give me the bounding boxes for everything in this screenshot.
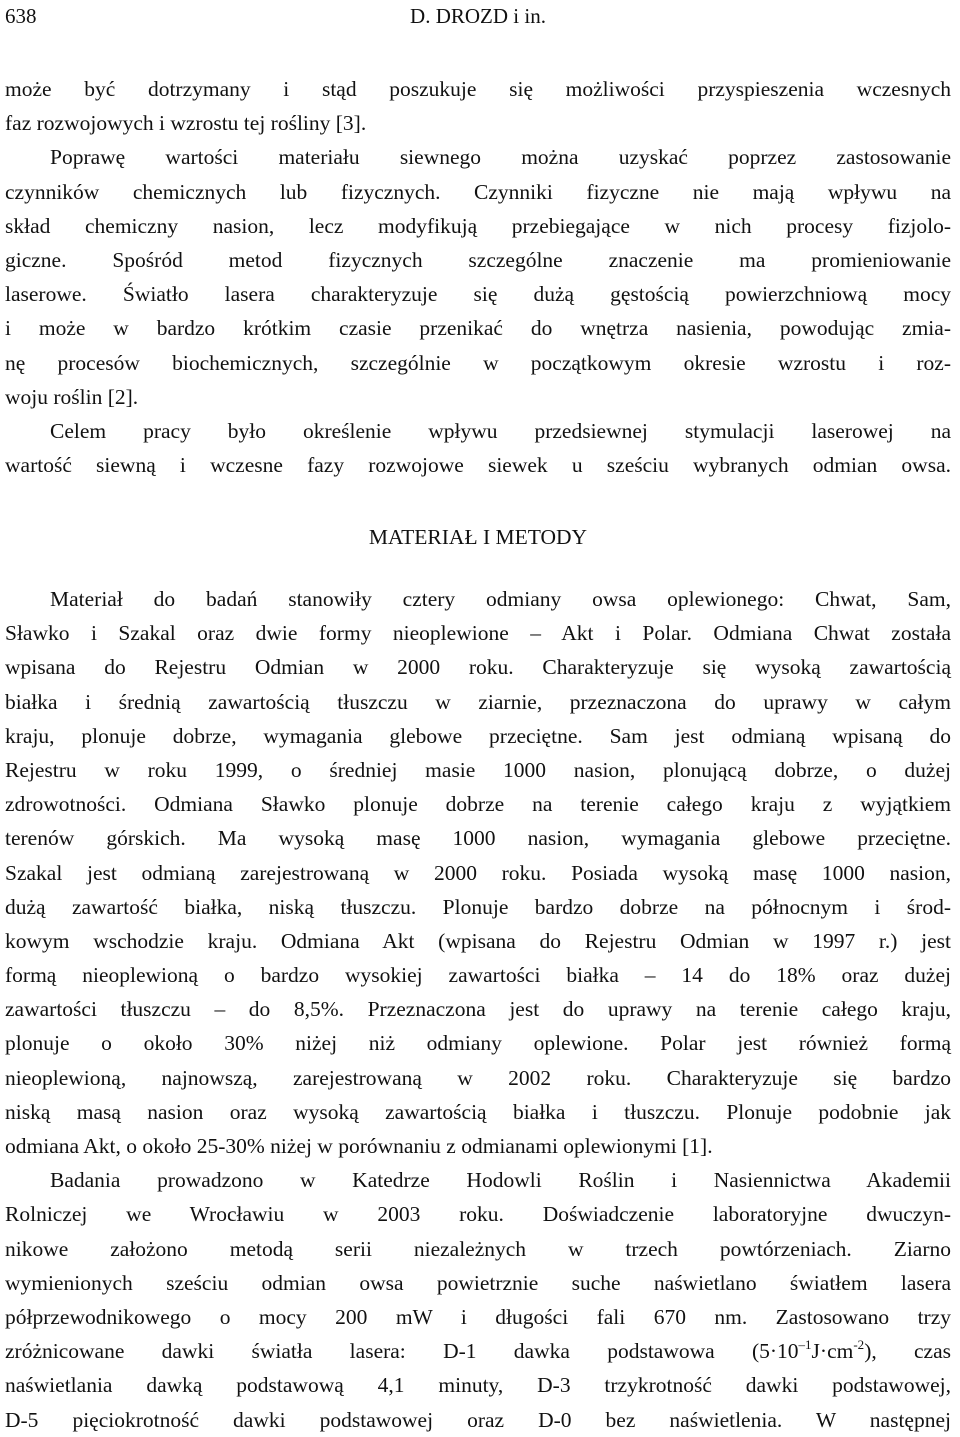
text-line: plonuje o około 30% niżej niż odmiany oplewione. Polar jest również formą bbox=[5, 1031, 951, 1056]
text-line: skład chemiczny nasion, lecz modyfikują przebiegające w nich procesy fizjolo- bbox=[5, 213, 951, 238]
text-line: naświetlania dawką podstawową 4,1 minuty, D-3 trzykrotność dawki podstawowej, bbox=[5, 1373, 951, 1398]
text-line: kowym wschodzie kraju. Odmiana Akt (wpisana do Rejestru Odmian w 1997 r.) jest bbox=[5, 928, 951, 953]
dose-text-after: ), czas bbox=[864, 1339, 952, 1364]
text-line: wartość siewną i wczesne fazy rozwojowe siewek u sześciu wybranych odmian owsa. bbox=[5, 453, 951, 478]
text-line: i może w bardzo krótkim czasie przenikać do wnętrza nasienia, powodując zmia- bbox=[5, 316, 951, 341]
text-line: Sławko i Szakal oraz dwie formy nieoplewione – Akt i Polar. Odmiana Chwat została bbox=[5, 621, 951, 646]
text-line: nieoplewioną, najnowszą, zarejestrowaną w 2002 roku. Charakteryzuje się bardzo bbox=[5, 1065, 951, 1090]
text-line: zawartości tłuszczu – do 8,5%. Przeznaczona jest do uprawy na terenie całego kraju, bbox=[5, 997, 951, 1022]
text-line: D-5 pięciokrotność dawki podstawowej oraz D-0 bez naświetlenia. W następnej bbox=[5, 1407, 951, 1432]
text-line: niską masą nasion oraz wysoką zawartością białka i tłuszczu. Plonuje podobnie jak bbox=[5, 1099, 951, 1124]
dose-unit: J·cm bbox=[811, 1339, 854, 1364]
text-line: wpisana do Rejestru Odmian w 2000 roku. Charakteryzuje się wysoką zawartością bbox=[5, 655, 951, 680]
section-heading: MATERIAŁ I METODY bbox=[368, 525, 588, 549]
dose-line bbox=[5, 1334, 951, 1368]
text-line: Rejestru w roku 1999, o średniej masie 1000 nasion, plonującą dobrze, o dużej bbox=[5, 757, 951, 782]
text-line: faz rozwojowych i wzrostu tej rośliny [3]. bbox=[5, 111, 367, 136]
text-line: nikowe założono metodą serii niezależnych w trzech powtórzeniach. Ziarno bbox=[5, 1236, 951, 1261]
text-line: Rolniczej we Wrocławiu w 2003 roku. Doświadczenie laboratoryjne dwuczyn- bbox=[5, 1202, 951, 1227]
text-line: białka i średnią zawartością tłuszczu w ziarnie, przeznaczona do uprawy w całym bbox=[5, 689, 951, 714]
text-line: zdrowotności. Odmiana Sławko plonuje dobrze na terenie całego kraju z wyjątkiem bbox=[5, 792, 951, 817]
text-line: może być dotrzymany i stąd poszukuje się możliwości przyspieszenia wczesnych bbox=[5, 77, 951, 101]
text-line: wymienionych sześciu odmian owsa powietrznie suche naświetlano światłem lasera bbox=[5, 1270, 951, 1295]
page-number: 638 bbox=[5, 4, 37, 28]
text-line: półprzewodnikowego o mocy 200 mW i długości fali 670 nm. Zastosowano trzy bbox=[5, 1304, 951, 1329]
dose-text-before: zróżnicowane dawki światła lasera: D-1 dawka podstawowa (5·10 bbox=[5, 1339, 799, 1364]
text-line: czynników chemicznych lub fizycznych. Czynniki fizyczne nie mają wpływu na bbox=[5, 179, 951, 204]
dose-exponent-1: –1 bbox=[798, 1337, 812, 1353]
text-line: giczne. Spośród metod fizycznych szczególne znaczenie ma promieniowanie bbox=[5, 247, 951, 272]
text-line: terenów górskich. Ma wysoką masę 1000 nasion, wymagania glebowe przeciętne. bbox=[5, 826, 951, 851]
text-line: Badania prowadzono w Katedrze Hodowli Roślin i Nasiennictwa Akademii bbox=[50, 1168, 951, 1193]
text-line: nę procesów biochemicznych, szczególnie w początkowym okresie wzrostu i roz- bbox=[5, 350, 951, 375]
page-header bbox=[5, 0, 951, 40]
text-line: Poprawę wartości materiału siewnego można uzyskać poprzez zastosowanie bbox=[50, 145, 951, 170]
methods-paragraphs bbox=[5, 582, 951, 1437]
text-line: laserowe. Światło lasera charakteryzuje się dużą gęstością powierzchniową mocy bbox=[5, 282, 951, 307]
intro-paragraphs bbox=[5, 72, 951, 482]
text-line: Materiał do badań stanowiły cztery odmiany owsa oplewionego: Chwat, Sam, bbox=[50, 587, 951, 611]
running-title: D. DROZD i in. bbox=[410, 4, 546, 28]
text-line: formą nieoplewioną o bardzo wysokiej zawartości białka – 14 do 18% oraz dużej bbox=[5, 963, 951, 988]
text-line: kraju, plonuje dobrze, wymagania glebowe przeciętne. Sam jest odmianą wpisaną do bbox=[5, 723, 951, 748]
text-line: woju roślin [2]. bbox=[5, 384, 139, 409]
text-line: Celem pracy było określenie wpływu przedsiewnej stymulacji laserowej na bbox=[50, 418, 951, 443]
text-line: Szakal jest odmianą zarejestrowaną w 2000 roku. Posiada wysoką masę 1000 nasion, bbox=[5, 860, 951, 885]
text-line: odmiana Akt, o około 25-30% niżej w porównaniu z odmianami oplewionymi [1]. bbox=[5, 1134, 713, 1158]
dose-exponent-2: -2 bbox=[853, 1337, 865, 1353]
text-line: dużą zawartość białka, niską tłuszczu. Plonuje bardzo dobrze na północnym i środ- bbox=[5, 894, 951, 919]
